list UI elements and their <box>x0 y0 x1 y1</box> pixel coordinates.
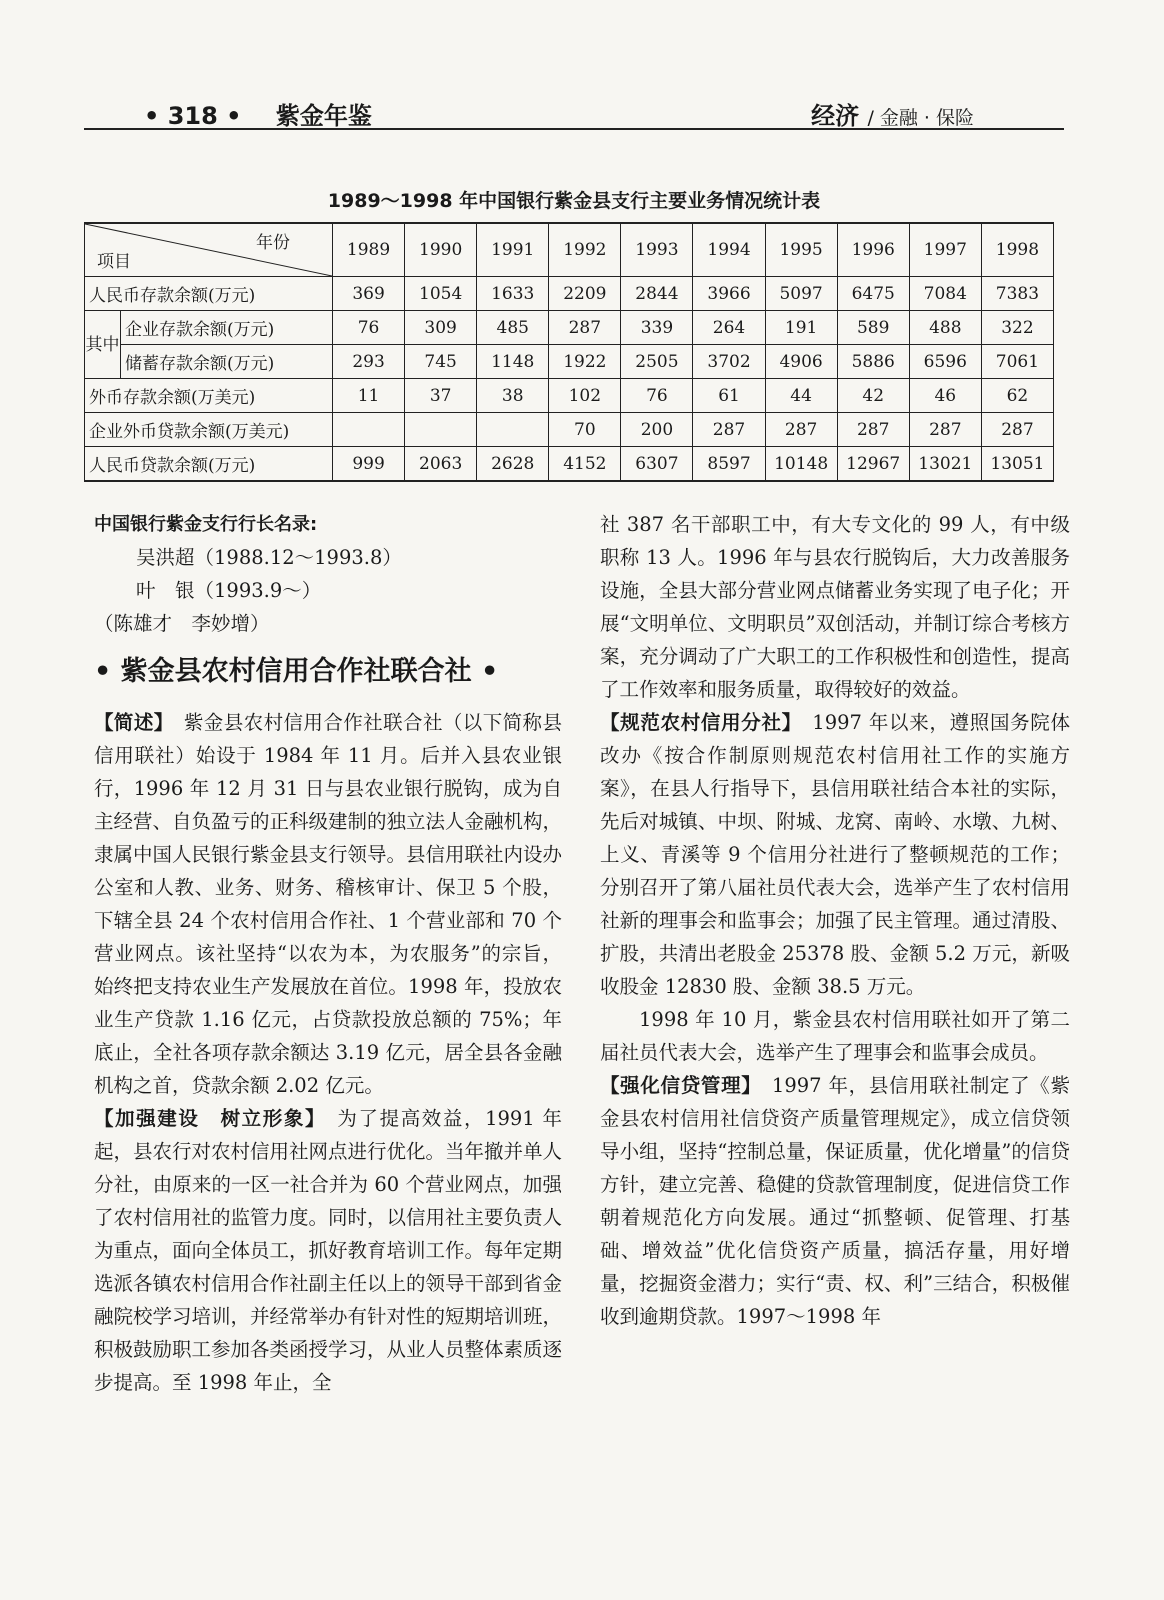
table-title: 1989～1998 年中国银行紫金县支行主要业务情况统计表 <box>327 190 821 212</box>
credit-mgmt-text: 1997 年，县信用联社制定了《紫金县农村信用社信贷资产质量管理规定》，成立信贷领导小组，坚持“控制总量，保证质量，优化增量”的信贷方针，建立完善、稳健的贷款管理制度，促进信贷工作朝着规范化方向发展。通过“抓整顿、促管理、打基础、增效益”优化信贷资产质量，搞活存量，用好增量，挖掘资金潜力；实行“责、权、利”三结合，积极催收到逾期贷款。1997～1998 年 <box>600 1074 1070 1328</box>
page-number: • 318 • <box>144 102 242 130</box>
table-cell: 287 <box>693 413 765 447</box>
table-cell: 13051 <box>981 447 1053 482</box>
table-row <box>85 277 1054 311</box>
table-cell: 1148 <box>477 345 549 379</box>
table-cell: 6307 <box>621 447 693 482</box>
header-right <box>811 96 974 131</box>
table-cell: 6475 <box>837 277 909 311</box>
table-cell: 2209 <box>549 277 621 311</box>
row-label: 企业存款余额(万元) <box>121 311 333 345</box>
table-cell: 2844 <box>621 277 693 311</box>
table-cell: 745 <box>405 345 477 379</box>
table-header-row <box>85 223 1054 277</box>
table-cell: 264 <box>693 311 765 345</box>
norm-text: 1997 年以来，遵照国务院体改办《按合作制原则规范农村信用社工作的实施方案》，在县人行指导下，县信用联社结合本社的实际，先后对城镇、中坝、附城、龙窝、南岭、水墩、九树、上义、青溪等 9 个信用分社进行了整顿规范的工作；分别召开了第八届社员代表大会，选举产生了农村信用社新的理事会和监事会；加强了民主管理。通过清股、扩股，共清出老股金 25378 股、金额 5.2 万元，新吸收股金 12830 股、金额 38.5 万元。 <box>600 711 1070 998</box>
build-text: 为了提高效益，1991 年起，县农行对农村信用社网点进行优化。当年撤并单人分社，由原来的一区一社合并为 60 个营业网点，加强了农村信用社的监管力度。同时，以信用社主要负责人为重点，面向全体员工，抓好教育培训工作。每年定期选派各镇农村信用合作社副主任以上的领导干部到省金融院校学习培训，并经常举办有针对性的短期培训班，积极鼓励职工参加各类函授学习，从业人员整体素质逐步提高。至 1998 年止，全 <box>94 1107 563 1394</box>
table-cell: 2063 <box>405 447 477 482</box>
statistics-table <box>84 222 1054 482</box>
table-cell: 62 <box>981 379 1053 413</box>
table-row <box>85 311 1054 345</box>
table-cell: 488 <box>909 311 981 345</box>
book-title: 紫金年鉴 <box>275 102 372 130</box>
table-cell: 3966 <box>693 277 765 311</box>
table-cell: 46 <box>909 379 981 413</box>
table-cell: 42 <box>837 379 909 413</box>
right-column <box>600 508 1070 1333</box>
page-header <box>84 96 1064 140</box>
president-entry: 吴洪超（1988.12～1993.8） <box>136 546 402 569</box>
left-column <box>94 508 562 1399</box>
table-corner-cell <box>85 223 333 277</box>
qizhong-label: 其中 <box>85 311 121 379</box>
table-cell: 7383 <box>981 277 1053 311</box>
table-cell: 8597 <box>693 447 765 482</box>
table-cell: 5886 <box>837 345 909 379</box>
table-cell: 4906 <box>765 345 837 379</box>
author-credit: （陈雄才 李妙增） <box>94 612 270 635</box>
table-cell: 322 <box>981 311 1053 345</box>
row-label: 人民币贷款余额(万元) <box>85 447 333 482</box>
credit-mgmt-heading: 【强化信贷管理】 <box>600 1074 752 1097</box>
table-cell: 287 <box>549 311 621 345</box>
table-cell: 61 <box>693 379 765 413</box>
table-cell: 4152 <box>549 447 621 482</box>
corner-year-label: 年份 <box>256 233 290 253</box>
table-cell: 1633 <box>477 277 549 311</box>
norm-paragraph <box>600 706 1070 1003</box>
meeting-paragraph: 1998 年 10 月，紫金县农村信用联社如开了第二届社员代表大会，选举产生了理事会和监事会成员。 <box>600 1008 1070 1064</box>
table-cell: 3702 <box>693 345 765 379</box>
row-label: 储蓄存款余额(万元) <box>121 345 333 379</box>
subsection-name: / 金融 · 保险 <box>867 107 974 129</box>
table-cell: 191 <box>765 311 837 345</box>
table-cell: 287 <box>765 413 837 447</box>
table-cell: 287 <box>981 413 1053 447</box>
presidents-heading: 中国银行紫金支行行长名录: <box>94 514 318 535</box>
table-cell: 76 <box>621 379 693 413</box>
year-header: 1990 <box>405 223 477 277</box>
year-header: 1998 <box>981 223 1053 277</box>
table-cell: 70 <box>549 413 621 447</box>
credit-mgmt-paragraph <box>600 1069 1070 1333</box>
table-cell: 287 <box>909 413 981 447</box>
year-header: 1996 <box>837 223 909 277</box>
section-title: • 紫金县农村信用合作社联合社 • <box>94 656 499 687</box>
year-header: 1992 <box>549 223 621 277</box>
overview-paragraph <box>94 706 562 1102</box>
table-cell: 37 <box>405 379 477 413</box>
table-cell: 2628 <box>477 447 549 482</box>
table-cell: 485 <box>477 311 549 345</box>
table-row <box>85 379 1054 413</box>
table-cell: 369 <box>333 277 405 311</box>
table-cell <box>405 413 477 447</box>
table-cell <box>477 413 549 447</box>
build-heading: 【加强建设 树立形象】 <box>94 1107 317 1130</box>
corner-item-label: 项目 <box>97 252 131 272</box>
table-cell: 1054 <box>405 277 477 311</box>
table-cell: 5097 <box>765 277 837 311</box>
table-cell: 102 <box>549 379 621 413</box>
table-cell: 44 <box>765 379 837 413</box>
table-cell: 7061 <box>981 345 1053 379</box>
table-cell <box>333 413 405 447</box>
table-cell: 76 <box>333 311 405 345</box>
table-cell: 339 <box>621 311 693 345</box>
table-cell: 999 <box>333 447 405 482</box>
year-header: 1991 <box>477 223 549 277</box>
table-cell: 309 <box>405 311 477 345</box>
table-cell: 7084 <box>909 277 981 311</box>
table-cell: 11 <box>333 379 405 413</box>
table-cell: 287 <box>837 413 909 447</box>
section-name: 经济 <box>811 102 860 130</box>
continued-paragraph: 社 387 名干部职工中，有大专文化的 99 人，有中级职称 13 人。1996 年与县农行脱钩后，大力改善服务设施，全县大部分营业网点储蓄业务实现了电子化；开展“文明单位、文明职员”双创活动，并制订综合考核方案，充分调动了广大职工的工作积极性和创造性，提高了工作效率和服务质量，取得较好的效益。 <box>600 513 1070 701</box>
year-header: 1995 <box>765 223 837 277</box>
overview-text: 紫金县农村信用合作社联合社（以下简称县信用联社）始设于 1984 年 11 月。后并入县农业银行，1996 年 12 月 31 日与县农业银行脱钩，成为自主经营、自负盈亏的正科级建制的独立法人金融机构，隶属中国人民银行紫金县支行领导。县信用联社内设办公室和人教、业务、财务、稽核审计、保卫 5 个股，下辖全县 24 个农村信用合作社、1 个营业部和 70 个营业网点。该社坚持“以农为本，为农服务”的宗旨，始终把支持农业生产发展放在首位。1998 年，投放农业生产贷款 1.16 亿元，占贷款投放总额的 75%；年底止，全社各项存款余额达 3.19 亿元，居全县各金融机构之首，贷款余额 2.02 亿元。 <box>94 711 563 1097</box>
table-cell: 200 <box>621 413 693 447</box>
norm-heading: 【规范农村信用分社】 <box>600 711 793 734</box>
table-cell: 12967 <box>837 447 909 482</box>
overview-heading: 【简述】 <box>94 711 164 734</box>
year-header: 1989 <box>333 223 405 277</box>
table-cell: 589 <box>837 311 909 345</box>
table-cell: 293 <box>333 345 405 379</box>
row-label: 外币存款余额(万美元) <box>85 379 333 413</box>
president-entry: 叶 银（1993.9～） <box>136 579 322 602</box>
table-row <box>85 447 1054 482</box>
year-header: 1994 <box>693 223 765 277</box>
row-label: 人民币存款余额(万元) <box>85 277 333 311</box>
row-label: 企业外币贷款余额(万美元) <box>85 413 333 447</box>
table-cell: 38 <box>477 379 549 413</box>
table-row <box>85 413 1054 447</box>
year-header: 1993 <box>621 223 693 277</box>
header-rule <box>84 128 1064 130</box>
table-cell: 13021 <box>909 447 981 482</box>
table-cell: 1922 <box>549 345 621 379</box>
year-header: 1997 <box>909 223 981 277</box>
table-cell: 10148 <box>765 447 837 482</box>
header-left <box>144 96 372 131</box>
table-cell: 2505 <box>621 345 693 379</box>
build-paragraph <box>94 1102 562 1399</box>
table-cell: 6596 <box>909 345 981 379</box>
table-row <box>85 345 1054 379</box>
